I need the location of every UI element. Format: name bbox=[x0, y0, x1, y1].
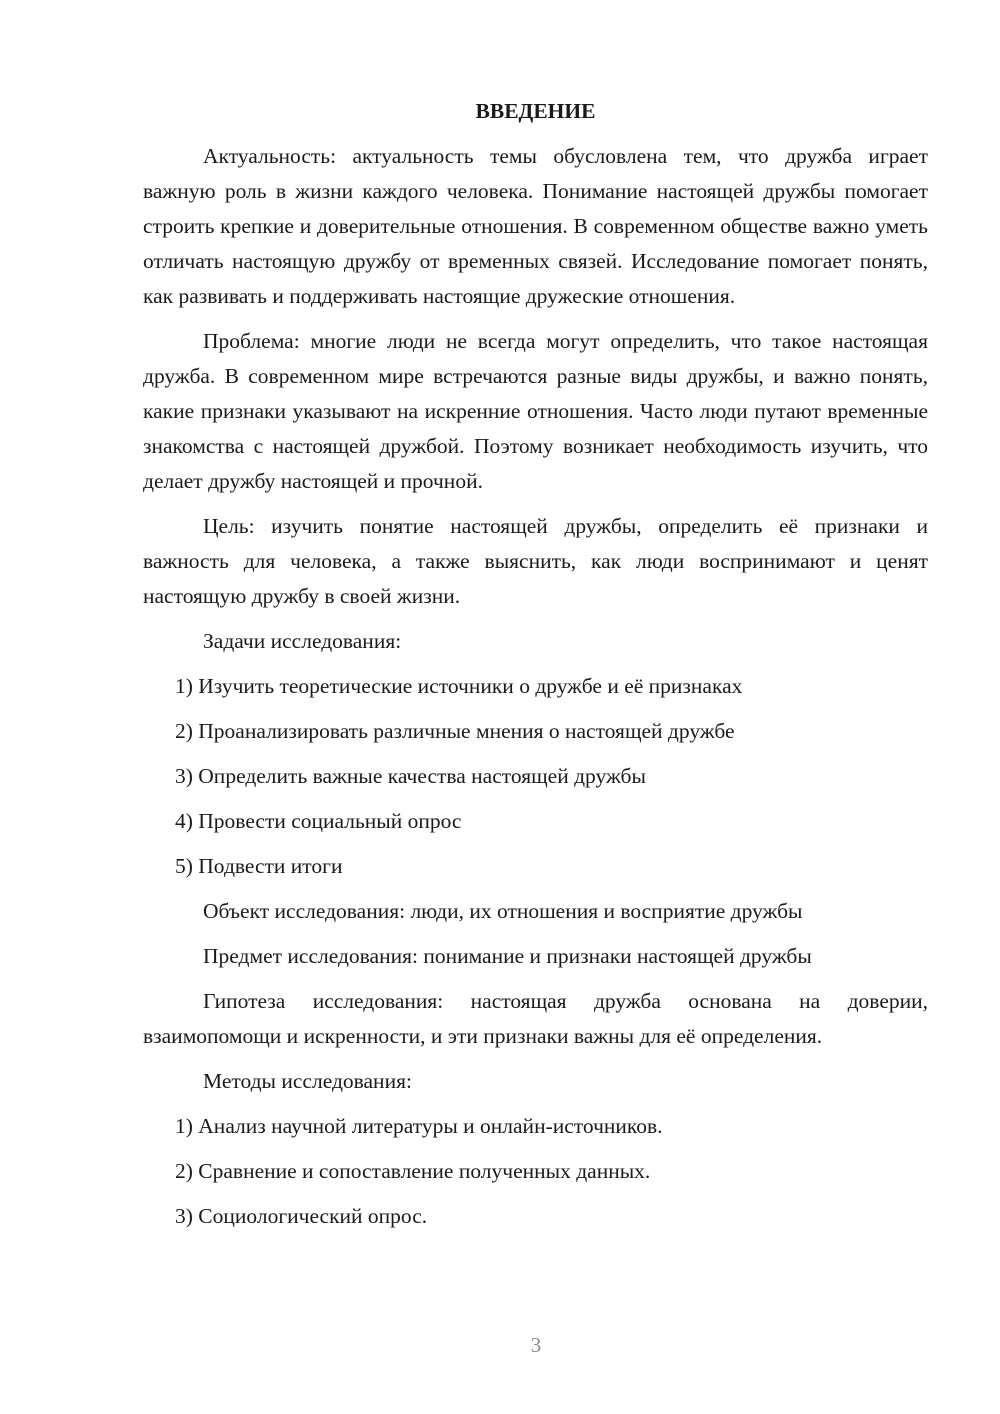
list-item: 3) Определить важные качества настоящей дружбы bbox=[175, 764, 646, 788]
page-number: 3 bbox=[530, 1333, 542, 1357]
object-paragraph: Объект исследования: люди, их отношения и восприятие дружбы bbox=[203, 899, 803, 923]
list-item: 3) Социологический опрос. bbox=[175, 1204, 428, 1228]
tasks-title: Задачи исследования: bbox=[203, 629, 402, 653]
list-item: 4) Провести социальный опрос bbox=[175, 809, 462, 833]
tasks-list bbox=[143, 669, 928, 884]
list-item: 2) Проанализировать различные мнения о настоящей дружбе bbox=[175, 719, 735, 743]
subject-paragraph: Предмет исследования: понимание и признаки настоящей дружбы bbox=[203, 944, 812, 968]
list-item: 1) Анализ научной литературы и онлайн-источников. bbox=[175, 1114, 663, 1138]
relevance-paragraph: Актуальность: актуальность темы обусловлена тем, что дружба играет важную роль в жизни каждого человека. Понимание настоящей дружбы помогает строить крепкие и доверительные отношения. В современном обществе важно уметь отличать настоящую дружбу от временных связей. Исследование помогает понять, как развивать и поддерживать настоящие дружеские отношения. bbox=[143, 144, 928, 308]
section-heading: ВВЕДЕНИЕ bbox=[475, 99, 596, 123]
list-item: 5) Подвести итоги bbox=[175, 854, 343, 878]
list-item: 1) Изучить теоретические источники о дружбе и её признаках bbox=[175, 674, 743, 698]
hypothesis-paragraph: Гипотеза исследования: настоящая дружба основана на доверии, взаимопомощи и искренности, и эти признаки важны для её определения. bbox=[143, 989, 928, 1048]
methods-title: Методы исследования: bbox=[203, 1069, 412, 1093]
problem-paragraph: Проблема: многие люди не всегда могут определить, что такое настоящая дружба. В современном мире встречаются разные виды дружбы, и важно понять, какие признаки указывают на искренние отношения. Часто люди путают временные знакомства с настоящей дружбой. Поэтому возникает необходимость изучить, что делает дружбу настоящей и прочной. bbox=[143, 329, 928, 493]
document-body bbox=[143, 94, 928, 1244]
methods-list bbox=[143, 1109, 928, 1234]
list-item: 2) Сравнение и сопоставление полученных данных. bbox=[175, 1159, 651, 1183]
goal-paragraph: Цель: изучить понятие настоящей дружбы, определить её признаки и важность для человека, а также выяснить, как люди воспринимают и ценят настоящую дружбу в своей жизни. bbox=[143, 514, 928, 608]
